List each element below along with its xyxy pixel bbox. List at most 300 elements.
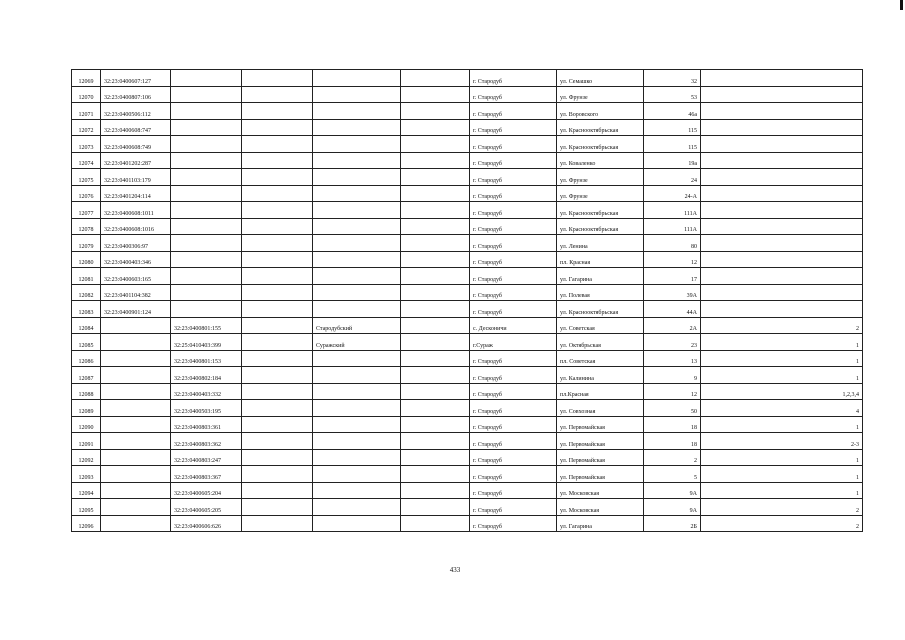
registry-rows: [72, 70, 863, 532]
district-cell: [313, 449, 401, 466]
apartment-cell: 1,2,3,4: [701, 383, 863, 400]
row-number-cell: 12090: [72, 416, 101, 433]
row-number-cell: 12071: [72, 103, 101, 120]
locality-cell: г. Стародуб: [470, 449, 557, 466]
apartment-cell: 1: [701, 482, 863, 499]
apartment-cell: 2: [701, 317, 863, 334]
district-cell: [313, 466, 401, 483]
locality-cell: г. Стародуб: [470, 169, 557, 186]
empty-cell: [242, 367, 313, 384]
locality-cell: г. Стародуб: [470, 499, 557, 516]
house-number-cell: 9А: [644, 499, 701, 516]
street-cell: ул. Первомайская: [557, 433, 644, 450]
empty-cell: [242, 383, 313, 400]
row-number-cell: 12095: [72, 499, 101, 516]
house-number-cell: 111А: [644, 202, 701, 219]
empty-cell: [242, 152, 313, 169]
cadastral-number-2-cell: [171, 152, 242, 169]
empty-cell: [401, 268, 470, 285]
cadastral-number-cell: [101, 334, 171, 351]
cadastral-number-cell: [101, 400, 171, 417]
cadastral-number-2-cell: [171, 86, 242, 103]
row-number-cell: 12073: [72, 136, 101, 153]
apartment-cell: 4: [701, 400, 863, 417]
street-cell: ул. Фрунзе: [557, 185, 644, 202]
house-number-cell: 32: [644, 70, 701, 87]
house-number-cell: 50: [644, 400, 701, 417]
cadastral-number-2-cell: 32:23:0400803:361: [171, 416, 242, 433]
empty-cell: [401, 185, 470, 202]
empty-cell: [242, 251, 313, 268]
cadastral-number-2-cell: 32:23:0400605:204: [171, 482, 242, 499]
empty-cell: [401, 416, 470, 433]
locality-cell: г. Стародуб: [470, 70, 557, 87]
empty-cell: [401, 152, 470, 169]
apartment-cell: 2: [701, 515, 863, 532]
row-number-cell: 12075: [72, 169, 101, 186]
table-row: [72, 515, 863, 532]
cadastral-number-cell: [101, 515, 171, 532]
house-number-cell: 5: [644, 466, 701, 483]
empty-cell: [401, 136, 470, 153]
table-row: [72, 449, 863, 466]
cadastral-number-cell: [101, 466, 171, 483]
table-row: [72, 119, 863, 136]
street-cell: ул. Фрунзе: [557, 169, 644, 186]
row-number-cell: 12078: [72, 218, 101, 235]
locality-cell: г. Стародуб: [470, 400, 557, 417]
empty-cell: [242, 202, 313, 219]
house-number-cell: 115: [644, 136, 701, 153]
cadastral-number-cell: 32:23:0400403:346: [101, 251, 171, 268]
district-cell: [313, 515, 401, 532]
table-row: [72, 218, 863, 235]
empty-cell: [401, 334, 470, 351]
house-number-cell: 9А: [644, 482, 701, 499]
locality-cell: г. Стародуб: [470, 86, 557, 103]
cadastral-number-2-cell: 32:23:0400801:155: [171, 317, 242, 334]
apartment-cell: [701, 235, 863, 252]
row-number-cell: 12079: [72, 235, 101, 252]
table-row: [72, 152, 863, 169]
empty-cell: [242, 268, 313, 285]
cadastral-number-cell: 32:23:0400608:749: [101, 136, 171, 153]
empty-cell: [242, 235, 313, 252]
row-number-cell: 12086: [72, 350, 101, 367]
table-row: [72, 284, 863, 301]
row-number-cell: 12069: [72, 70, 101, 87]
street-cell: пл.Красная: [557, 383, 644, 400]
empty-cell: [242, 334, 313, 351]
apartment-cell: [701, 268, 863, 285]
empty-cell: [401, 202, 470, 219]
locality-cell: с. Десконичи: [470, 317, 557, 334]
house-number-cell: 12: [644, 383, 701, 400]
row-number-cell: 12092: [72, 449, 101, 466]
district-cell: [313, 152, 401, 169]
apartment-cell: 2-3: [701, 433, 863, 450]
house-number-cell: 44А: [644, 301, 701, 318]
table-row: [72, 482, 863, 499]
table-row: [72, 367, 863, 384]
district-cell: [313, 119, 401, 136]
table-row: [72, 185, 863, 202]
house-number-cell: 46а: [644, 103, 701, 120]
table-row: [72, 350, 863, 367]
row-number-cell: 12088: [72, 383, 101, 400]
district-cell: [313, 482, 401, 499]
house-number-cell: 18: [644, 433, 701, 450]
street-cell: ул. Калинина: [557, 367, 644, 384]
house-number-cell: 12: [644, 251, 701, 268]
empty-cell: [242, 301, 313, 318]
table-row: [72, 433, 863, 450]
cadastral-number-cell: [101, 499, 171, 516]
house-number-cell: 24-А: [644, 185, 701, 202]
cadastral-number-2-cell: [171, 185, 242, 202]
cadastral-number-2-cell: 32:23:0400803:247: [171, 449, 242, 466]
table-row: [72, 334, 863, 351]
house-number-cell: 23: [644, 334, 701, 351]
row-number-cell: 12085: [72, 334, 101, 351]
street-cell: ул. Советская: [557, 317, 644, 334]
house-number-cell: 9: [644, 367, 701, 384]
row-number-cell: 12081: [72, 268, 101, 285]
empty-cell: [401, 235, 470, 252]
street-cell: ул. Октябрьская: [557, 334, 644, 351]
cadastral-number-cell: 32:23:0400608:1016: [101, 218, 171, 235]
row-number-cell: 12094: [72, 482, 101, 499]
cadastral-number-cell: 32:23:0400901:124: [101, 301, 171, 318]
cadastral-number-2-cell: 32:23:0400403:332: [171, 383, 242, 400]
empty-cell: [242, 350, 313, 367]
cadastral-number-cell: 32:23:0400603:165: [101, 268, 171, 285]
street-cell: ул. Семашко: [557, 70, 644, 87]
table-row: [72, 416, 863, 433]
cadastral-number-cell: [101, 350, 171, 367]
apartment-cell: 1: [701, 350, 863, 367]
empty-cell: [242, 218, 313, 235]
cadastral-number-2-cell: [171, 119, 242, 136]
cadastral-number-2-cell: 32:23:0400803:362: [171, 433, 242, 450]
row-number-cell: 12089: [72, 400, 101, 417]
district-cell: [313, 218, 401, 235]
cadastral-number-2-cell: [171, 103, 242, 120]
district-cell: [313, 136, 401, 153]
apartment-cell: [701, 169, 863, 186]
district-cell: [313, 400, 401, 417]
locality-cell: г. Стародуб: [470, 350, 557, 367]
cadastral-number-cell: 32:23:0400608:1011: [101, 202, 171, 219]
street-cell: пл. Советская: [557, 350, 644, 367]
row-number-cell: 12091: [72, 433, 101, 450]
empty-cell: [242, 103, 313, 120]
apartment-cell: [701, 301, 863, 318]
apartment-cell: [701, 218, 863, 235]
row-number-cell: 12084: [72, 317, 101, 334]
district-cell: [313, 103, 401, 120]
table-row: [72, 301, 863, 318]
cadastral-number-2-cell: 32:23:0400802:184: [171, 367, 242, 384]
locality-cell: г.Сураж: [470, 334, 557, 351]
apartment-cell: [701, 152, 863, 169]
empty-cell: [242, 284, 313, 301]
row-number-cell: 12072: [72, 119, 101, 136]
cadastral-number-cell: 32:23:0400608:747: [101, 119, 171, 136]
cadastral-number-2-cell: [171, 218, 242, 235]
cadastral-number-cell: [101, 482, 171, 499]
district-cell: [313, 202, 401, 219]
empty-cell: [401, 251, 470, 268]
empty-cell: [242, 466, 313, 483]
empty-cell: [242, 317, 313, 334]
empty-cell: [242, 499, 313, 516]
house-number-cell: 17: [644, 268, 701, 285]
table-row: [72, 383, 863, 400]
locality-cell: г. Стародуб: [470, 367, 557, 384]
empty-cell: [242, 185, 313, 202]
district-cell: [313, 383, 401, 400]
table-row: [72, 235, 863, 252]
cadastral-number-cell: [101, 367, 171, 384]
empty-cell: [401, 169, 470, 186]
cadastral-number-cell: 32:23:0401202:287: [101, 152, 171, 169]
empty-cell: [242, 119, 313, 136]
district-cell: [313, 70, 401, 87]
table-row: [72, 268, 863, 285]
table-row: [72, 202, 863, 219]
row-number-cell: 12070: [72, 86, 101, 103]
empty-cell: [401, 400, 470, 417]
cadastral-number-2-cell: [171, 169, 242, 186]
locality-cell: г. Стародуб: [470, 152, 557, 169]
district-cell: [313, 433, 401, 450]
cadastral-number-cell: 32:23:0401103:179: [101, 169, 171, 186]
cadastral-number-2-cell: 32:23:0400803:367: [171, 466, 242, 483]
locality-cell: г. Стародуб: [470, 202, 557, 219]
district-cell: [313, 251, 401, 268]
locality-cell: г. Стародуб: [470, 433, 557, 450]
district-cell: [313, 169, 401, 186]
empty-cell: [401, 284, 470, 301]
cadastral-number-2-cell: 32:23:0400605:205: [171, 499, 242, 516]
apartment-cell: [701, 202, 863, 219]
cadastral-number-2-cell: 32:25:0410403:399: [171, 334, 242, 351]
table-row: [72, 317, 863, 334]
table-row: [72, 86, 863, 103]
table-row: [72, 136, 863, 153]
empty-cell: [401, 383, 470, 400]
cadastral-number-cell: 32:23:0400607:127: [101, 70, 171, 87]
house-number-cell: 53: [644, 86, 701, 103]
empty-cell: [401, 70, 470, 87]
empty-cell: [401, 301, 470, 318]
district-cell: Суражский: [313, 334, 401, 351]
house-number-cell: 80: [644, 235, 701, 252]
street-cell: ул. Коваленко: [557, 152, 644, 169]
empty-cell: [401, 482, 470, 499]
cadastral-number-2-cell: [171, 136, 242, 153]
house-number-cell: 18: [644, 416, 701, 433]
table-row: [72, 103, 863, 120]
street-cell: ул. Красноoктябрьская: [557, 136, 644, 153]
street-cell: пл. Красная: [557, 251, 644, 268]
apartment-cell: 1: [701, 334, 863, 351]
cadastral-number-cell: [101, 416, 171, 433]
cadastral-number-2-cell: [171, 251, 242, 268]
empty-cell: [401, 449, 470, 466]
table-row: [72, 466, 863, 483]
apartment-cell: [701, 284, 863, 301]
row-number-cell: 12076: [72, 185, 101, 202]
cadastral-number-cell: [101, 317, 171, 334]
street-cell: ул. Фрунзе: [557, 86, 644, 103]
empty-cell: [401, 433, 470, 450]
locality-cell: г. Стародуб: [470, 103, 557, 120]
locality-cell: г. Стародуб: [470, 383, 557, 400]
empty-cell: [401, 86, 470, 103]
apartment-cell: 1: [701, 449, 863, 466]
street-cell: ул. Первомайская: [557, 449, 644, 466]
cadastral-number-cell: 32:23:0401104:382: [101, 284, 171, 301]
cadastral-number-2-cell: 32:23:0400503:195: [171, 400, 242, 417]
street-cell: ул. Красноoктябрьская: [557, 119, 644, 136]
district-cell: [313, 268, 401, 285]
row-number-cell: 12082: [72, 284, 101, 301]
apartment-cell: 1: [701, 416, 863, 433]
empty-cell: [401, 466, 470, 483]
empty-cell: [401, 499, 470, 516]
row-number-cell: 12083: [72, 301, 101, 318]
empty-cell: [242, 449, 313, 466]
locality-cell: г. Стародуб: [470, 268, 557, 285]
cadastral-number-2-cell: [171, 268, 242, 285]
empty-cell: [242, 482, 313, 499]
locality-cell: г. Стародуб: [470, 136, 557, 153]
locality-cell: г. Стародуб: [470, 185, 557, 202]
cadastral-number-cell: [101, 383, 171, 400]
house-number-cell: 13: [644, 350, 701, 367]
cadastral-number-cell: 32:23:0400506:112: [101, 103, 171, 120]
empty-cell: [401, 515, 470, 532]
house-number-cell: 19а: [644, 152, 701, 169]
empty-cell: [242, 433, 313, 450]
apartment-cell: [701, 119, 863, 136]
district-cell: [313, 350, 401, 367]
house-number-cell: 2А: [644, 317, 701, 334]
cadastral-number-2-cell: [171, 301, 242, 318]
house-number-cell: 111А: [644, 218, 701, 235]
table-row: [72, 251, 863, 268]
empty-cell: [242, 169, 313, 186]
empty-cell: [401, 367, 470, 384]
district-cell: [313, 185, 401, 202]
house-number-cell: 2Б: [644, 515, 701, 532]
house-number-cell: 115: [644, 119, 701, 136]
empty-cell: [242, 416, 313, 433]
locality-cell: г. Стародуб: [470, 515, 557, 532]
street-cell: ул. Ленина: [557, 235, 644, 252]
apartment-cell: 2: [701, 499, 863, 516]
apartment-cell: [701, 86, 863, 103]
apartment-cell: [701, 136, 863, 153]
cadastral-number-cell: 32:23:0400306:97: [101, 235, 171, 252]
locality-cell: г. Стародуб: [470, 218, 557, 235]
street-cell: ул. Краснооктябрьская: [557, 202, 644, 219]
empty-cell: [242, 86, 313, 103]
table-row: [72, 499, 863, 516]
locality-cell: г. Стародуб: [470, 416, 557, 433]
cadastral-number-2-cell: [171, 70, 242, 87]
empty-cell: [242, 136, 313, 153]
street-cell: ул. Краснооктябрьская: [557, 301, 644, 318]
cadastral-number-cell: 32:23:0401204:114: [101, 185, 171, 202]
row-number-cell: 12074: [72, 152, 101, 169]
cadastral-number-cell: [101, 449, 171, 466]
locality-cell: г. Стародуб: [470, 482, 557, 499]
cadastral-number-2-cell: [171, 284, 242, 301]
empty-cell: [401, 103, 470, 120]
apartment-cell: [701, 70, 863, 87]
district-cell: [313, 301, 401, 318]
page-number: 433: [449, 566, 461, 574]
locality-cell: г. Стародуб: [470, 251, 557, 268]
street-cell: ул. Полевая: [557, 284, 644, 301]
street-cell: ул. Первомайская: [557, 416, 644, 433]
house-number-cell: 2: [644, 449, 701, 466]
apartment-cell: [701, 251, 863, 268]
table-row: [72, 169, 863, 186]
row-number-cell: 12096: [72, 515, 101, 532]
cadastral-number-cell: 32:23:0400807:106: [101, 86, 171, 103]
street-cell: ул. Воровского: [557, 103, 644, 120]
table-row: [72, 400, 863, 417]
locality-cell: г. Стародуб: [470, 235, 557, 252]
street-cell: ул. Гагарина: [557, 515, 644, 532]
district-cell: [313, 284, 401, 301]
district-cell: Стародубский: [313, 317, 401, 334]
empty-cell: [242, 515, 313, 532]
street-cell: ул. Московская: [557, 482, 644, 499]
empty-cell: [401, 119, 470, 136]
empty-cell: [401, 317, 470, 334]
registry-table: [71, 69, 863, 532]
street-cell: ул. Совхозная: [557, 400, 644, 417]
empty-cell: [401, 218, 470, 235]
street-cell: ул. Первомайская: [557, 466, 644, 483]
table-row: [72, 70, 863, 87]
cadastral-number-2-cell: [171, 235, 242, 252]
locality-cell: г. Стародуб: [470, 119, 557, 136]
apartment-cell: [701, 103, 863, 120]
district-cell: [313, 86, 401, 103]
locality-cell: г. Стародуб: [470, 466, 557, 483]
cadastral-number-cell: [101, 433, 171, 450]
locality-cell: г. Стародуб: [470, 301, 557, 318]
apartment-cell: 1: [701, 367, 863, 384]
district-cell: [313, 235, 401, 252]
locality-cell: г. Стародуб: [470, 284, 557, 301]
street-cell: ул. Гагарина: [557, 268, 644, 285]
street-cell: ул. Краснооктябрьская: [557, 218, 644, 235]
apartment-cell: 1: [701, 466, 863, 483]
cadastral-number-2-cell: [171, 202, 242, 219]
row-number-cell: 12077: [72, 202, 101, 219]
house-number-cell: 39А: [644, 284, 701, 301]
empty-cell: [401, 350, 470, 367]
house-number-cell: 24: [644, 169, 701, 186]
empty-cell: [242, 70, 313, 87]
